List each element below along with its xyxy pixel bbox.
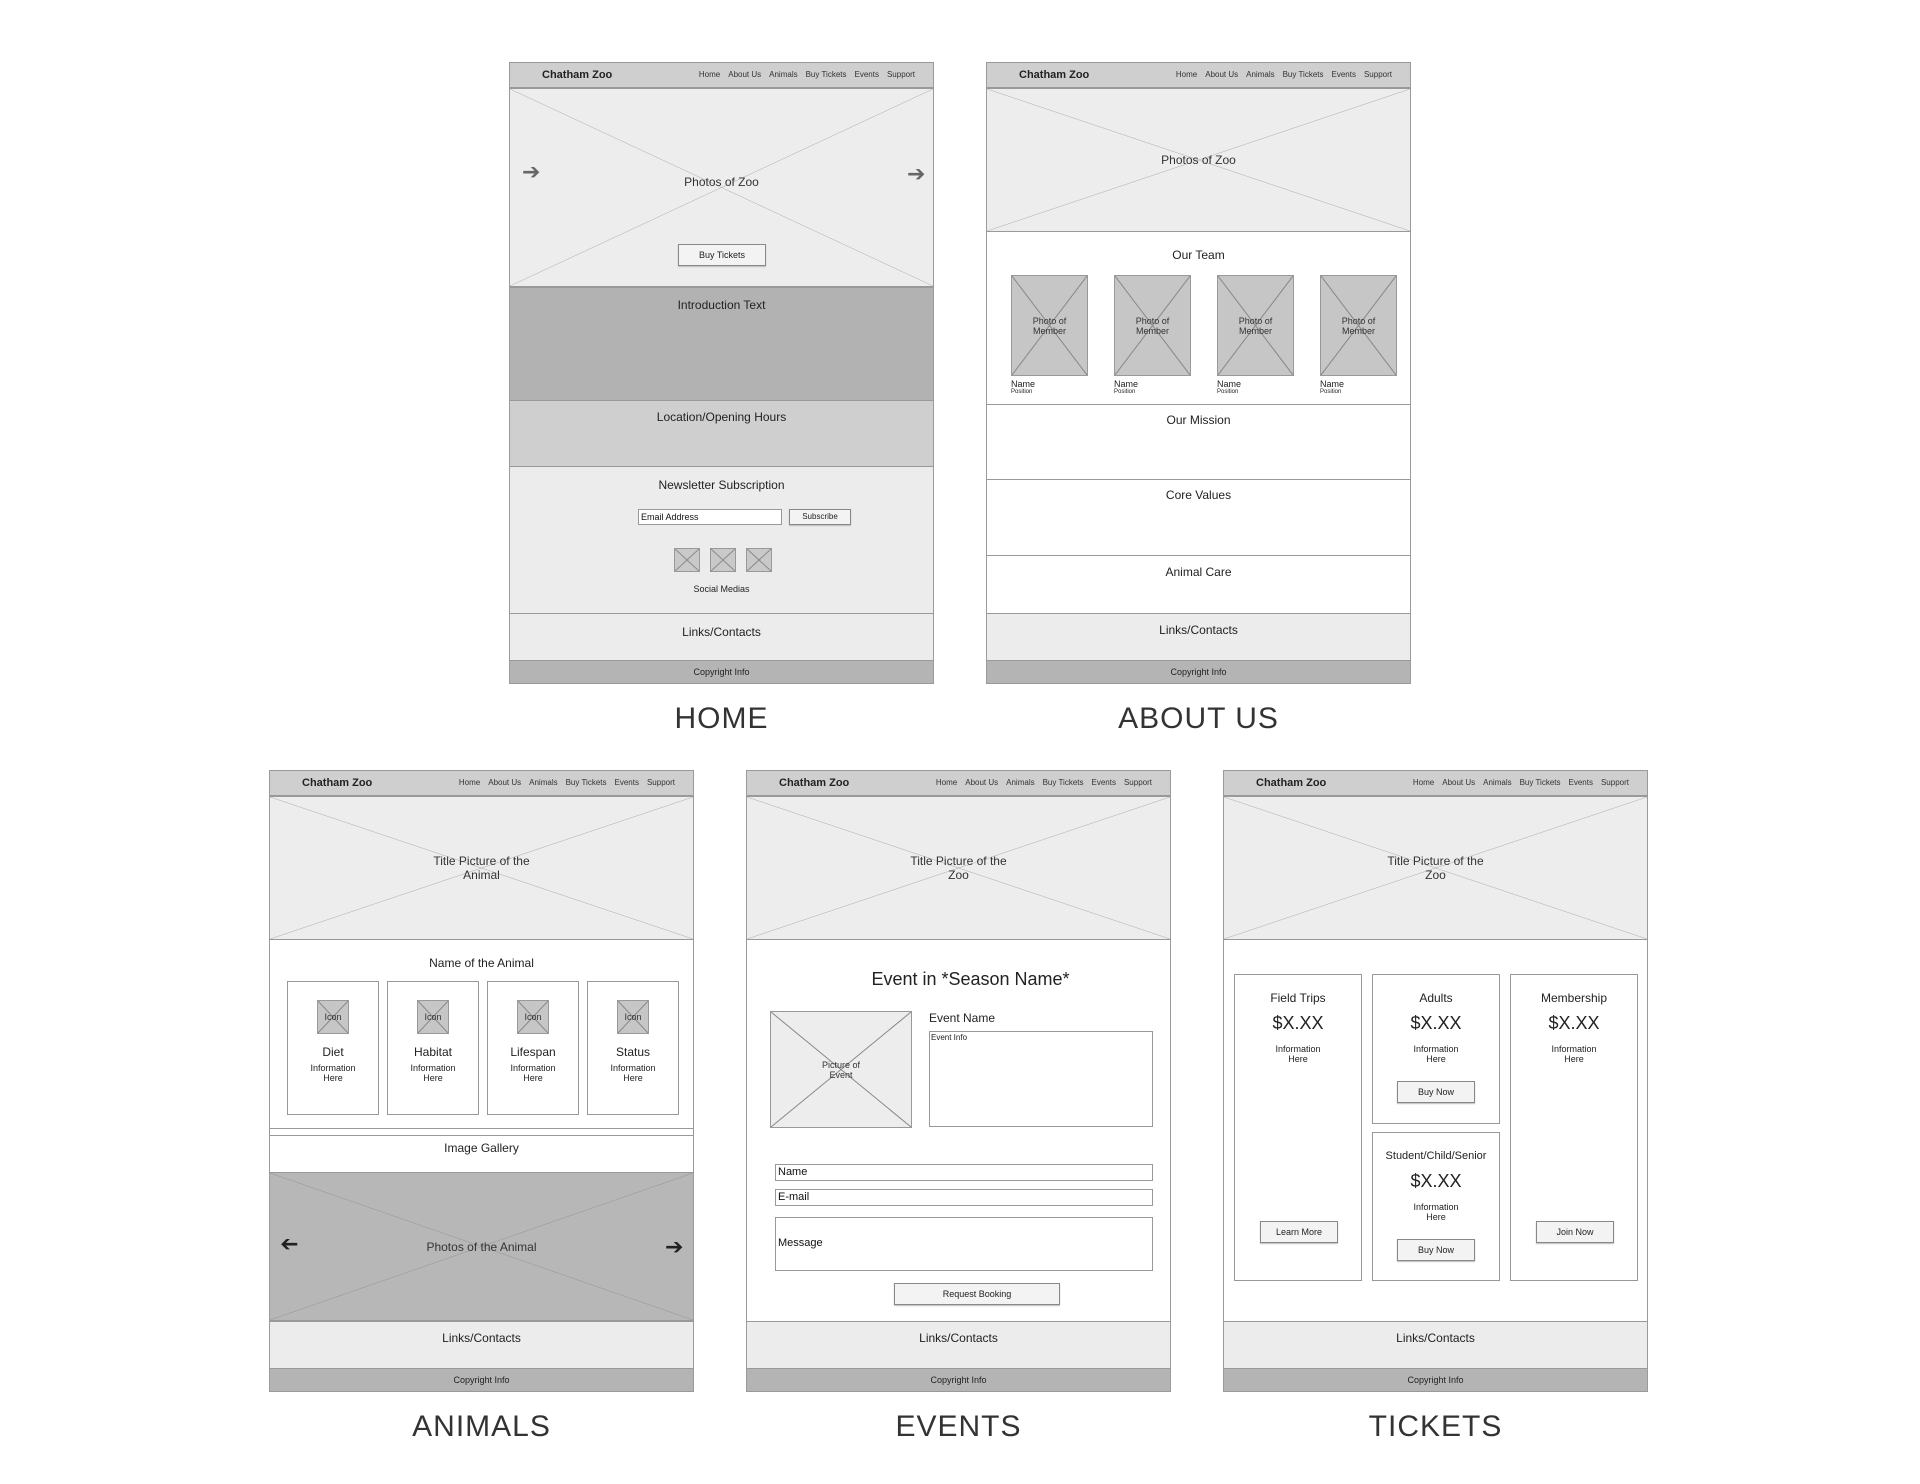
hero-photo-placeholder: [510, 88, 933, 287]
fact-card-status: [587, 981, 679, 1115]
ticket-title: Field Trips: [1270, 991, 1326, 1005]
tickets-wireframe: [1223, 770, 1648, 1392]
nav-home[interactable]: Home: [935, 778, 958, 787]
nav-events[interactable]: Events: [1568, 778, 1593, 787]
nav-buy-tickets[interactable]: Buy Tickets: [1042, 778, 1084, 787]
ticket-price: $X.XX: [1548, 1013, 1600, 1033]
nav-events[interactable]: Events: [614, 778, 639, 787]
hero-caption: Photos of Zoo: [1161, 153, 1236, 167]
ticket-card-membership: [1510, 974, 1638, 1281]
links-contacts[interactable]: Links/Contacts: [987, 613, 1410, 661]
ticket-info: Information Here: [1275, 1044, 1321, 1064]
fact-title: Diet: [322, 1045, 344, 1059]
copyright-info: Copyright Info: [270, 1368, 693, 1391]
nav-menu: [1413, 778, 1629, 787]
nav-about-us[interactable]: About Us: [1205, 70, 1239, 79]
nav-home[interactable]: Home: [698, 70, 721, 79]
buy-now-button[interactable]: Buy Now: [1397, 1081, 1475, 1103]
brand-logo[interactable]: Chatham Zoo: [1019, 69, 1090, 81]
nav-animals[interactable]: Animals: [1006, 778, 1035, 787]
home-label: HOME: [674, 702, 769, 735]
nav-menu: [699, 70, 915, 79]
member-photo-placeholder: [1320, 275, 1397, 376]
ticket-card-field-trips: [1234, 974, 1362, 1281]
intro-section: [510, 287, 933, 400]
event-info-box: [929, 1031, 1153, 1127]
our-team-title: Our Team: [1172, 248, 1225, 262]
brand-logo[interactable]: Chatham Zoo: [1256, 777, 1327, 789]
hero-photo-placeholder: [987, 88, 1410, 232]
ticket-price: $X.XX: [1410, 1171, 1462, 1191]
event-info-text: Event Info: [931, 1033, 968, 1042]
email-field[interactable]: E-mail: [775, 1189, 1153, 1206]
about-wireframe: [986, 62, 1411, 684]
nav-about-us[interactable]: About Us: [728, 70, 762, 79]
nav-animals[interactable]: Animals: [1483, 778, 1512, 787]
event-picture-caption: Picture of Event: [821, 1059, 861, 1080]
hero-photo-placeholder: [270, 796, 693, 940]
animals-label: ANIMALS: [412, 1410, 551, 1443]
links-contacts[interactable]: Links/Contacts: [747, 1321, 1170, 1369]
brand-logo[interactable]: Chatham Zoo: [302, 777, 373, 789]
fact-card-diet: [287, 981, 379, 1115]
nav-home[interactable]: Home: [1412, 778, 1435, 787]
gallery-title-section: [270, 1128, 693, 1138]
nav-events[interactable]: Events: [854, 70, 879, 79]
member-name: Name: [1114, 379, 1139, 389]
navbar: [747, 771, 1170, 796]
hero-caption: Title Picture of the Animal: [433, 854, 530, 882]
ticket-title: Membership: [1540, 991, 1608, 1005]
fact-card-lifespan: [487, 981, 579, 1115]
mission-section: [987, 404, 1410, 479]
social-media-icon[interactable]: [746, 548, 772, 572]
navbar: [510, 63, 933, 88]
member-name: Name: [1320, 379, 1345, 389]
hero-photo-placeholder: [1224, 796, 1647, 940]
social-media-icon[interactable]: [710, 548, 736, 572]
hero-caption: Title Picture of the Zoo: [1387, 854, 1484, 882]
fact-info: Information Here: [310, 1063, 356, 1083]
copyright-info: Copyright Info: [1224, 1368, 1647, 1391]
nav-support[interactable]: Support: [1600, 778, 1629, 787]
nav-support[interactable]: Support: [646, 778, 675, 787]
nav-animals[interactable]: Animals: [769, 70, 798, 79]
fact-title: Status: [615, 1045, 651, 1059]
status-icon: [617, 1000, 649, 1034]
ticket-info: Information Here: [1413, 1044, 1459, 1064]
hero-photo-placeholder: [747, 796, 1170, 940]
nav-about-us[interactable]: About Us: [488, 778, 522, 787]
copyright-info: Copyright Info: [510, 660, 933, 683]
brand-logo[interactable]: Chatham Zoo: [542, 69, 613, 81]
member-photo-caption: Photo of Member: [1135, 315, 1170, 336]
hero-caption: Photos of Zoo: [684, 174, 759, 189]
learn-more-button[interactable]: Learn More: [1260, 1221, 1338, 1243]
nav-menu: [459, 778, 675, 787]
fact-title: Habitat: [413, 1045, 453, 1059]
core-values-section: [987, 479, 1410, 555]
member-position: Position: [1114, 389, 1136, 395]
copyright-info: Copyright Info: [747, 1368, 1170, 1391]
tickets-label: TICKETS: [1368, 1410, 1503, 1443]
fact-title: Lifespan: [510, 1045, 556, 1059]
brand-logo[interactable]: Chatham Zoo: [779, 777, 850, 789]
fact-info: Information Here: [410, 1063, 456, 1083]
habitat-icon: [417, 1000, 449, 1034]
member-name: Name: [1011, 379, 1036, 389]
navbar: [987, 63, 1410, 88]
social-medias-label: Social Medias: [693, 584, 750, 594]
animal-care-title: Animal Care: [1165, 565, 1232, 579]
navbar: [270, 771, 693, 796]
nav-menu: [936, 778, 1152, 787]
email-input[interactable]: Email Address: [638, 509, 782, 525]
icon-caption: Icon: [324, 1012, 342, 1022]
gallery-header: [270, 1135, 693, 1136]
join-now-button[interactable]: Join Now: [1536, 1221, 1614, 1243]
ticket-price: $X.XX: [1272, 1013, 1324, 1033]
nav-support[interactable]: Support: [886, 70, 915, 79]
ticket-info: Information Here: [1413, 1202, 1459, 1222]
arrow-left-icon[interactable]: ➔: [522, 159, 541, 184]
icon-caption: Icon: [424, 1012, 442, 1022]
home-wireframe: [509, 62, 934, 684]
core-values-title: Core Values: [1165, 488, 1232, 502]
arrow-left-icon[interactable]: ➔: [280, 1231, 299, 1256]
ticket-info: Information Here: [1551, 1044, 1597, 1064]
copyright-info: Copyright Info: [987, 660, 1410, 683]
newsletter-section: [510, 466, 933, 613]
request-booking-button[interactable]: Request Booking: [894, 1283, 1060, 1305]
name-field[interactable]: Name: [775, 1164, 1153, 1181]
events-wireframe: [746, 770, 1171, 1392]
links-contacts[interactable]: Links/Contacts: [1224, 1321, 1647, 1369]
nav-buy-tickets[interactable]: Buy Tickets: [565, 778, 607, 787]
member-photo-caption: Photo of Member: [1238, 315, 1273, 336]
fact-info: Information Here: [610, 1063, 656, 1083]
gallery-photo-placeholder: [270, 1172, 693, 1321]
arrow-right-icon[interactable]: ➔: [907, 161, 926, 186]
nav-animals[interactable]: Animals: [529, 778, 558, 787]
member-photo-placeholder: [1217, 275, 1294, 376]
icon-caption: Icon: [624, 1012, 642, 1022]
intro-text: Introduction Text: [677, 298, 766, 312]
location-section: [510, 400, 933, 466]
lifespan-icon: [517, 1000, 549, 1034]
event-picture-placeholder: [770, 1011, 912, 1128]
buy-tickets-button[interactable]: Buy Tickets: [678, 244, 766, 266]
ticket-title: Adults: [1419, 991, 1453, 1005]
our-mission-title: Our Mission: [1166, 413, 1231, 427]
nav-about-us[interactable]: About Us: [1442, 778, 1476, 787]
nav-support[interactable]: Support: [1123, 778, 1152, 787]
member-photo-caption: Photo of Member: [1341, 315, 1376, 336]
nav-home[interactable]: Home: [458, 778, 481, 787]
ticket-title: Student/Child/Senior: [1385, 1150, 1487, 1162]
nav-events[interactable]: Events: [1331, 70, 1356, 79]
member-position: Position: [1217, 389, 1239, 395]
animal-name-title: Name of the Animal: [429, 956, 534, 970]
fact-info: Information Here: [510, 1063, 556, 1083]
hero-caption: Title Picture of the Zoo: [910, 854, 1007, 882]
social-media-icon[interactable]: [674, 548, 700, 572]
newsletter-title: Newsletter Subscription: [658, 478, 785, 492]
ticket-price: $X.XX: [1410, 1013, 1462, 1033]
nav-support[interactable]: Support: [1363, 70, 1392, 79]
animal-care-section: [987, 555, 1410, 613]
ticket-card-adults: [1372, 974, 1500, 1124]
member-photo-caption: Photo of Member: [1032, 315, 1067, 336]
buy-now-button[interactable]: Buy Now: [1397, 1239, 1475, 1261]
icon-caption: Icon: [524, 1012, 542, 1022]
member-photo-placeholder: [1114, 275, 1191, 376]
member-position: Position: [1320, 389, 1342, 395]
nav-home[interactable]: Home: [1175, 70, 1198, 79]
nav-menu: [1176, 70, 1392, 79]
nav-buy-tickets[interactable]: Buy Tickets: [805, 70, 847, 79]
gallery-caption: Photos of the Animal: [426, 1239, 537, 1254]
events-label: EVENTS: [895, 1410, 1022, 1443]
nav-buy-tickets[interactable]: Buy Tickets: [1282, 70, 1324, 79]
nav-animals[interactable]: Animals: [1246, 70, 1275, 79]
location-text: Location/Opening Hours: [656, 410, 787, 424]
navbar: [1224, 771, 1647, 796]
member-photo-placeholder: [1011, 275, 1088, 376]
message-field[interactable]: Message: [775, 1217, 1153, 1271]
event-name: Event Name: [929, 1011, 996, 1025]
links-contacts[interactable]: Links/Contacts: [510, 613, 933, 661]
nav-buy-tickets[interactable]: Buy Tickets: [1519, 778, 1561, 787]
arrow-right-icon[interactable]: ➔: [665, 1234, 684, 1259]
member-name: Name: [1217, 379, 1242, 389]
nav-about-us[interactable]: About Us: [965, 778, 999, 787]
about-label: ABOUT US: [1118, 702, 1279, 735]
nav-events[interactable]: Events: [1091, 778, 1116, 787]
season-title: Event in *Season Name*: [871, 969, 1070, 989]
subscribe-button[interactable]: Subscribe: [789, 509, 851, 525]
fact-card-habitat: [387, 981, 479, 1115]
image-gallery-title: Image Gallery: [444, 1141, 519, 1155]
animals-wireframe: [269, 770, 694, 1392]
ticket-card-student: [1372, 1132, 1500, 1281]
links-contacts[interactable]: Links/Contacts: [270, 1321, 693, 1369]
member-position: Position: [1011, 389, 1033, 395]
diet-icon: [317, 1000, 349, 1034]
